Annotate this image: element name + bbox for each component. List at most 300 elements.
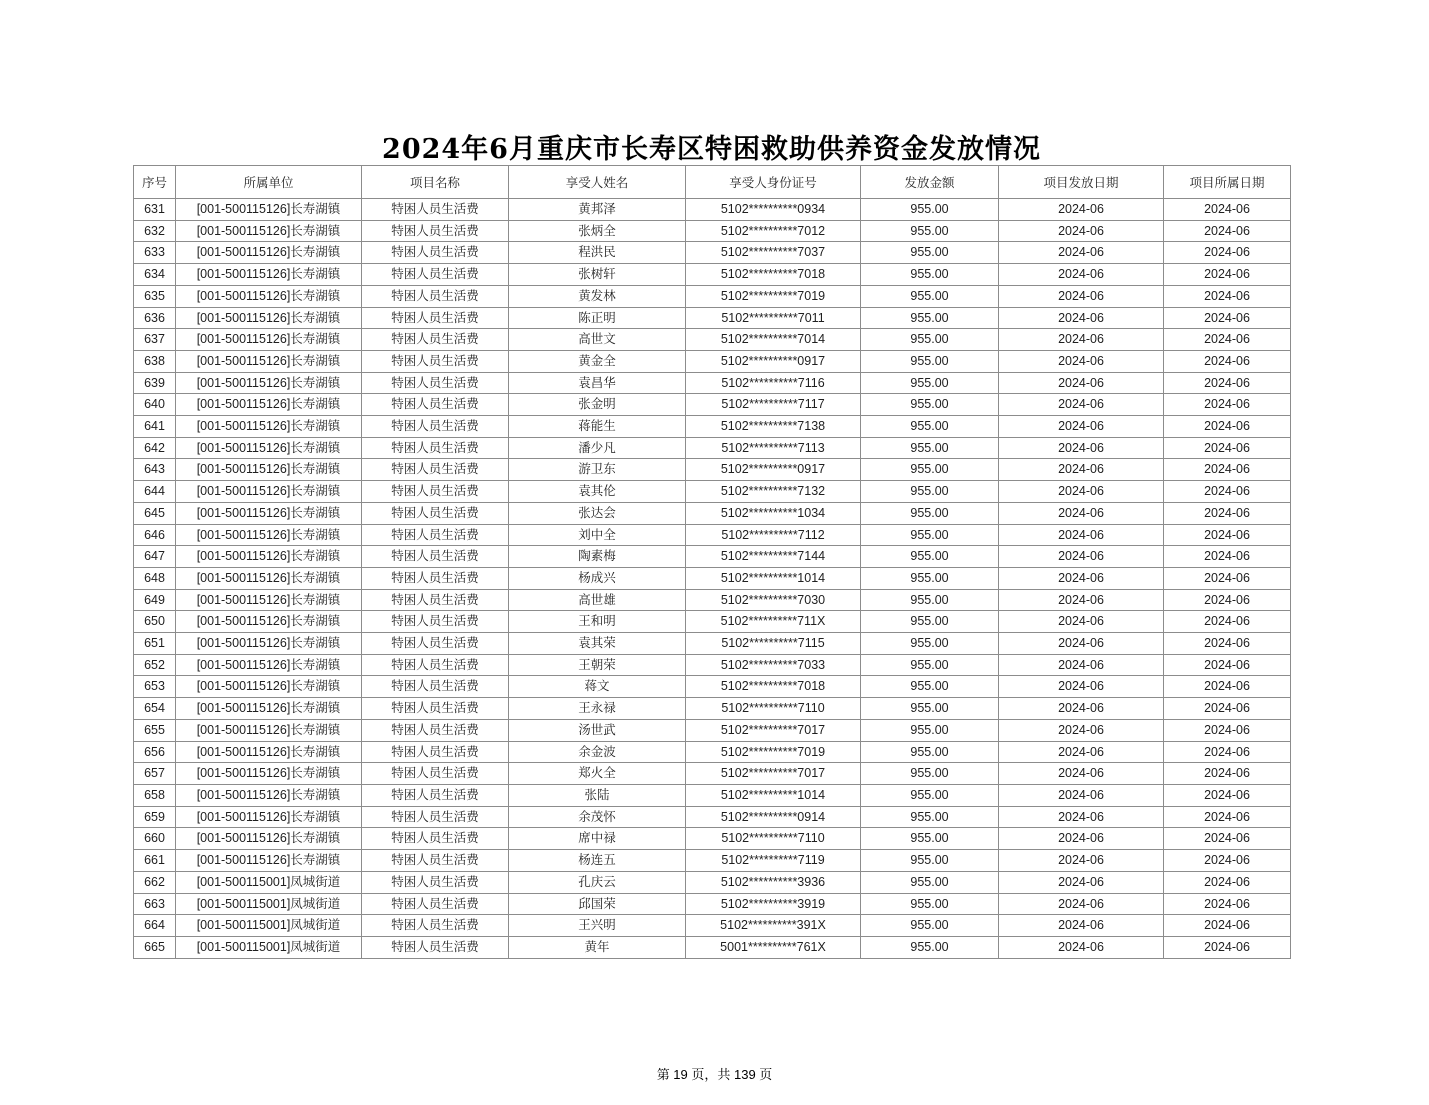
table-cell: 2024-06	[1164, 915, 1291, 937]
table-row	[134, 502, 1291, 524]
table-cell: 5102**********7115	[686, 633, 861, 655]
table-cell: 特困人员生活费	[362, 264, 509, 286]
table-row	[134, 719, 1291, 741]
table-cell: 955.00	[861, 828, 999, 850]
table-cell: 黄年	[509, 936, 686, 958]
table-cell: 2024-06	[1164, 394, 1291, 416]
table-row	[134, 481, 1291, 503]
table-cell: 5102**********7011	[686, 307, 861, 329]
table-cell: 2024-06	[1164, 719, 1291, 741]
table-cell: 653	[134, 676, 176, 698]
table-cell: 657	[134, 763, 176, 785]
table-row	[134, 828, 1291, 850]
table-cell: 特困人员生活费	[362, 524, 509, 546]
table-cell: 特困人员生活费	[362, 915, 509, 937]
table-cell: 631	[134, 199, 176, 221]
table-cell: [001-500115126]长寿湖镇	[176, 199, 362, 221]
table-cell: 2024-06	[1164, 828, 1291, 850]
table-cell: [001-500115126]长寿湖镇	[176, 633, 362, 655]
table-cell: 余茂怀	[509, 806, 686, 828]
table-row	[134, 546, 1291, 568]
table-cell: 654	[134, 698, 176, 720]
table-cell: 2024-06	[999, 416, 1164, 438]
table-cell: 5102**********7119	[686, 850, 861, 872]
table-cell: 2024-06	[1164, 481, 1291, 503]
table-cell: 955.00	[861, 633, 999, 655]
table-cell: 955.00	[861, 350, 999, 372]
table-row	[134, 199, 1291, 221]
table-cell: 高世雄	[509, 589, 686, 611]
table-cell: [001-500115126]长寿湖镇	[176, 437, 362, 459]
table-cell: 2024-06	[999, 285, 1164, 307]
table-cell: 蒋文	[509, 676, 686, 698]
table-cell: 特困人员生活费	[362, 719, 509, 741]
page-footer: 第 19 页，共 139 页	[656, 1067, 773, 1082]
table-cell: 2024-06	[1164, 242, 1291, 264]
table-cell: 2024-06	[999, 741, 1164, 763]
table-cell: 5102**********7116	[686, 372, 861, 394]
table-cell: 665	[134, 936, 176, 958]
table-cell: 664	[134, 915, 176, 937]
table-cell: [001-500115126]长寿湖镇	[176, 416, 362, 438]
table-cell: 955.00	[861, 307, 999, 329]
table-cell: 2024-06	[999, 481, 1164, 503]
table-cell: [001-500115126]长寿湖镇	[176, 719, 362, 741]
table-cell: 5102**********7113	[686, 437, 861, 459]
table-cell: 5102**********7019	[686, 741, 861, 763]
table-cell: 955.00	[861, 936, 999, 958]
table-cell: 659	[134, 806, 176, 828]
table-cell: 5102**********7132	[686, 481, 861, 503]
table-cell: 2024-06	[1164, 676, 1291, 698]
table-row	[134, 806, 1291, 828]
table-cell: 2024-06	[999, 264, 1164, 286]
table-row	[134, 893, 1291, 915]
table-cell: 2024-06	[1164, 633, 1291, 655]
table-row	[134, 633, 1291, 655]
table-cell: [001-500115126]长寿湖镇	[176, 828, 362, 850]
table-row	[134, 524, 1291, 546]
table-cell: 特困人员生活费	[362, 307, 509, 329]
table-cell: 5102**********1014	[686, 784, 861, 806]
table-row	[134, 676, 1291, 698]
table-cell: 5102**********3936	[686, 871, 861, 893]
table-cell: 特困人员生活费	[362, 567, 509, 589]
table-cell: 955.00	[861, 372, 999, 394]
table-cell: 2024-06	[1164, 372, 1291, 394]
table-cell: 5102**********711X	[686, 611, 861, 633]
table-cell: [001-500115001]凤城街道	[176, 936, 362, 958]
table-cell: 5102**********7019	[686, 285, 861, 307]
table-cell: 2024-06	[999, 915, 1164, 937]
table-cell: 孔庆云	[509, 871, 686, 893]
table-cell: 646	[134, 524, 176, 546]
table-cell: [001-500115126]长寿湖镇	[176, 784, 362, 806]
table-row	[134, 329, 1291, 351]
table-cell: 2024-06	[999, 307, 1164, 329]
table-cell: 特困人员生活费	[362, 394, 509, 416]
table-cell: 955.00	[861, 806, 999, 828]
table-cell: [001-500115126]长寿湖镇	[176, 459, 362, 481]
table-cell: 特困人员生活费	[362, 502, 509, 524]
table-cell: 5102**********7110	[686, 828, 861, 850]
table-cell: 5102**********1034	[686, 502, 861, 524]
table-cell: 633	[134, 242, 176, 264]
table-cell: 特困人员生活费	[362, 784, 509, 806]
table-cell: [001-500115001]凤城街道	[176, 893, 362, 915]
table-cell: 王朝荣	[509, 654, 686, 676]
table-cell: 955.00	[861, 220, 999, 242]
table-cell: 955.00	[861, 437, 999, 459]
table-cell: 特困人员生活费	[362, 633, 509, 655]
table-cell: 2024-06	[1164, 589, 1291, 611]
table-cell: 2024-06	[1164, 741, 1291, 763]
table-cell: 特困人员生活费	[362, 698, 509, 720]
table-cell: 955.00	[861, 416, 999, 438]
table-cell: [001-500115126]长寿湖镇	[176, 763, 362, 785]
table-cell: [001-500115126]长寿湖镇	[176, 546, 362, 568]
table-cell: 特困人员生活费	[362, 741, 509, 763]
table-cell: 特困人员生活费	[362, 589, 509, 611]
table-cell: 5102**********391X	[686, 915, 861, 937]
table-cell: 640	[134, 394, 176, 416]
table-cell: 651	[134, 633, 176, 655]
table-cell: 2024-06	[999, 220, 1164, 242]
table-cell: 2024-06	[1164, 611, 1291, 633]
table-cell: 5102**********7112	[686, 524, 861, 546]
table-cell: 5102**********7017	[686, 719, 861, 741]
table-row	[134, 264, 1291, 286]
table-cell: 647	[134, 546, 176, 568]
table-cell: 649	[134, 589, 176, 611]
table-cell: 特困人员生活费	[362, 199, 509, 221]
table-cell: 955.00	[861, 199, 999, 221]
table-cell: 特困人员生活费	[362, 372, 509, 394]
table-cell: 955.00	[861, 611, 999, 633]
table-cell: 5102**********7144	[686, 546, 861, 568]
table-cell: 663	[134, 893, 176, 915]
table-cell: 5102**********7018	[686, 264, 861, 286]
table-cell: 2024-06	[1164, 524, 1291, 546]
table-row	[134, 567, 1291, 589]
table-cell: 644	[134, 481, 176, 503]
table-cell: 2024-06	[999, 806, 1164, 828]
table-row	[134, 784, 1291, 806]
table-cell: 游卫东	[509, 459, 686, 481]
table-cell: 特困人员生活费	[362, 459, 509, 481]
table-row	[134, 350, 1291, 372]
table-cell: 2024-06	[999, 719, 1164, 741]
table-cell: 特困人员生活费	[362, 850, 509, 872]
table-cell: 955.00	[861, 481, 999, 503]
table-cell: 2024-06	[1164, 546, 1291, 568]
table-cell: 2024-06	[999, 871, 1164, 893]
table-row	[134, 307, 1291, 329]
table-row	[134, 437, 1291, 459]
table-cell: [001-500115126]长寿湖镇	[176, 567, 362, 589]
table-cell: 特困人员生活费	[362, 676, 509, 698]
table-cell: 特困人员生活费	[362, 654, 509, 676]
table-cell: 2024-06	[1164, 437, 1291, 459]
table-cell: 955.00	[861, 459, 999, 481]
table-cell: [001-500115126]长寿湖镇	[176, 806, 362, 828]
table-cell: 5102**********0917	[686, 350, 861, 372]
table-cell: [001-500115126]长寿湖镇	[176, 676, 362, 698]
table-cell: 特困人员生活费	[362, 806, 509, 828]
table-cell: 2024-06	[1164, 567, 1291, 589]
table-cell: 648	[134, 567, 176, 589]
table-cell: 641	[134, 416, 176, 438]
table-cell: [001-500115126]长寿湖镇	[176, 329, 362, 351]
table-cell: 5102**********7138	[686, 416, 861, 438]
table-cell: 特困人员生活费	[362, 828, 509, 850]
table-cell: 639	[134, 372, 176, 394]
table-cell: 特困人员生活费	[362, 285, 509, 307]
table-cell: 636	[134, 307, 176, 329]
table-row	[134, 871, 1291, 893]
table-cell: 张达会	[509, 502, 686, 524]
table-cell: 2024-06	[1164, 502, 1291, 524]
table-cell: [001-500115001]凤城街道	[176, 915, 362, 937]
table-cell: 955.00	[861, 741, 999, 763]
table-cell: 955.00	[861, 264, 999, 286]
table-cell: 632	[134, 220, 176, 242]
table-cell: 5102**********1014	[686, 567, 861, 589]
table-cell: 955.00	[861, 893, 999, 915]
table-cell: 2024-06	[1164, 763, 1291, 785]
table-row	[134, 850, 1291, 872]
table-cell: 5102**********3919	[686, 893, 861, 915]
table-cell: 2024-06	[999, 698, 1164, 720]
table-cell: 2024-06	[999, 524, 1164, 546]
table-cell: 955.00	[861, 546, 999, 568]
table-cell: 特困人员生活费	[362, 481, 509, 503]
table-cell: 2024-06	[999, 763, 1164, 785]
table-cell: [001-500115126]长寿湖镇	[176, 394, 362, 416]
table-cell: 955.00	[861, 784, 999, 806]
table-cell: 2024-06	[1164, 416, 1291, 438]
table-body	[134, 199, 1291, 959]
col-header-project-name: 项目名称	[362, 166, 509, 199]
table-cell: 2024-06	[999, 654, 1164, 676]
table-cell: 2024-06	[999, 459, 1164, 481]
table-cell: 638	[134, 350, 176, 372]
table-cell: 2024-06	[999, 372, 1164, 394]
table-cell: [001-500115126]长寿湖镇	[176, 220, 362, 242]
table-cell: 程洪民	[509, 242, 686, 264]
table-cell: 5102**********7110	[686, 698, 861, 720]
table-cell: 2024-06	[1164, 459, 1291, 481]
table-cell: 黄邦泽	[509, 199, 686, 221]
table-cell: 5102**********0917	[686, 459, 861, 481]
table-cell: 特困人员生活费	[362, 350, 509, 372]
table-cell: 955.00	[861, 871, 999, 893]
table-cell: 余金波	[509, 741, 686, 763]
table-cell: 袁其荣	[509, 633, 686, 655]
table-cell: 5102**********7117	[686, 394, 861, 416]
page-title: 2024年6月重庆市长寿区特困救助供养资金发放情况	[382, 134, 1041, 165]
table-cell: 特困人员生活费	[362, 893, 509, 915]
table-cell: 955.00	[861, 719, 999, 741]
table-cell: 2024-06	[1164, 698, 1291, 720]
table-cell: 王和明	[509, 611, 686, 633]
table-cell: [001-500115126]长寿湖镇	[176, 481, 362, 503]
table-cell: 2024-06	[1164, 654, 1291, 676]
table-cell: 955.00	[861, 676, 999, 698]
table-cell: [001-500115126]长寿湖镇	[176, 307, 362, 329]
table-row	[134, 220, 1291, 242]
col-header-serial-number: 序号	[134, 166, 176, 199]
table-cell: [001-500115126]长寿湖镇	[176, 589, 362, 611]
table-row	[134, 741, 1291, 763]
table-cell: 955.00	[861, 850, 999, 872]
table-cell: 2024-06	[1164, 784, 1291, 806]
table-cell: 660	[134, 828, 176, 850]
table-cell: 656	[134, 741, 176, 763]
table-cell: 5102**********0914	[686, 806, 861, 828]
table-cell: 955.00	[861, 285, 999, 307]
table-cell: 2024-06	[999, 437, 1164, 459]
table-row	[134, 242, 1291, 264]
table-cell: 637	[134, 329, 176, 351]
table-cell: 张金明	[509, 394, 686, 416]
table-cell: 5001**********761X	[686, 936, 861, 958]
col-header-affiliated-unit: 所属单位	[176, 166, 362, 199]
table-cell: 5102**********7018	[686, 676, 861, 698]
table-cell: [001-500115126]长寿湖镇	[176, 264, 362, 286]
payment-table	[133, 165, 1291, 959]
table-cell: 955.00	[861, 394, 999, 416]
table-cell: 5102**********0934	[686, 199, 861, 221]
table-cell: 王永禄	[509, 698, 686, 720]
table-cell: 5102**********7017	[686, 763, 861, 785]
table-cell: 黄金全	[509, 350, 686, 372]
table-cell: 袁昌华	[509, 372, 686, 394]
table-cell: 张树轩	[509, 264, 686, 286]
table-cell: [001-500115126]长寿湖镇	[176, 242, 362, 264]
table-cell: 955.00	[861, 589, 999, 611]
table-cell: 汤世武	[509, 719, 686, 741]
table-cell: 2024-06	[999, 350, 1164, 372]
table-cell: [001-500115126]长寿湖镇	[176, 698, 362, 720]
table-cell: [001-500115126]长寿湖镇	[176, 741, 362, 763]
table-cell: 2024-06	[999, 676, 1164, 698]
table-cell: 特困人员生活费	[362, 611, 509, 633]
table-cell: 2024-06	[1164, 936, 1291, 958]
table-cell: 高世文	[509, 329, 686, 351]
table-cell: [001-500115001]凤城街道	[176, 871, 362, 893]
table-cell: 特困人员生活费	[362, 936, 509, 958]
table-cell: 2024-06	[1164, 850, 1291, 872]
table-row	[134, 416, 1291, 438]
table-cell: 2024-06	[1164, 307, 1291, 329]
table-cell: 2024-06	[999, 546, 1164, 568]
table-cell: 658	[134, 784, 176, 806]
table-cell: 2024-06	[999, 589, 1164, 611]
table-cell: 955.00	[861, 654, 999, 676]
table-cell: 特困人员生活费	[362, 763, 509, 785]
table-cell: 955.00	[861, 329, 999, 351]
table-row	[134, 654, 1291, 676]
table-row	[134, 611, 1291, 633]
table-cell: 955.00	[861, 763, 999, 785]
table-cell: 955.00	[861, 698, 999, 720]
table-cell: [001-500115126]长寿湖镇	[176, 285, 362, 307]
table-cell: 袁其伦	[509, 481, 686, 503]
table-cell: 955.00	[861, 242, 999, 264]
table-cell: 2024-06	[999, 611, 1164, 633]
table-cell: 2024-06	[1164, 329, 1291, 351]
table-cell: 特困人员生活费	[362, 242, 509, 264]
table-cell: 2024-06	[999, 850, 1164, 872]
table-cell: 5102**********7030	[686, 589, 861, 611]
col-header-project-period-date: 项目所属日期	[1164, 166, 1291, 199]
table-cell: 655	[134, 719, 176, 741]
table-cell: 635	[134, 285, 176, 307]
table-cell: 645	[134, 502, 176, 524]
table-cell: 张陆	[509, 784, 686, 806]
table-row	[134, 936, 1291, 958]
table-cell: 潘少凡	[509, 437, 686, 459]
table-cell: 杨成兴	[509, 567, 686, 589]
table-row	[134, 285, 1291, 307]
table-row	[134, 915, 1291, 937]
col-header-beneficiary-name: 享受人姓名	[509, 166, 686, 199]
table-cell: 2024-06	[1164, 285, 1291, 307]
table-cell: 634	[134, 264, 176, 286]
table-cell: 特困人员生活费	[362, 871, 509, 893]
table-row	[134, 698, 1291, 720]
table-cell: 2024-06	[999, 567, 1164, 589]
table-cell: [001-500115126]长寿湖镇	[176, 502, 362, 524]
table-cell: 955.00	[861, 524, 999, 546]
table-cell: 2024-06	[999, 394, 1164, 416]
table-row	[134, 589, 1291, 611]
table-cell: 5102**********7012	[686, 220, 861, 242]
table-cell: 5102**********7033	[686, 654, 861, 676]
table-cell: 2024-06	[1164, 264, 1291, 286]
table-cell: 杨连五	[509, 850, 686, 872]
table-cell: 955.00	[861, 502, 999, 524]
table-cell: 955.00	[861, 915, 999, 937]
table-cell: 2024-06	[999, 633, 1164, 655]
table-cell: 特困人员生活费	[362, 416, 509, 438]
table-cell: 661	[134, 850, 176, 872]
table-cell: 席中禄	[509, 828, 686, 850]
table-cell: 特困人员生活费	[362, 437, 509, 459]
table-cell: 郑火全	[509, 763, 686, 785]
table-cell: [001-500115126]长寿湖镇	[176, 850, 362, 872]
table-cell: 650	[134, 611, 176, 633]
table-cell: 2024-06	[999, 502, 1164, 524]
table-cell: 2024-06	[999, 242, 1164, 264]
table-row	[134, 763, 1291, 785]
table-row	[134, 394, 1291, 416]
col-header-beneficiary-id-number: 享受人身份证号	[686, 166, 861, 199]
table-header-row	[134, 166, 1291, 199]
table-cell: 2024-06	[1164, 806, 1291, 828]
table-cell: 陶素梅	[509, 546, 686, 568]
table-cell: 643	[134, 459, 176, 481]
table-cell: 陈正明	[509, 307, 686, 329]
table-cell: 2024-06	[999, 936, 1164, 958]
col-header-project-payment-date: 项目发放日期	[999, 166, 1164, 199]
table-cell: [001-500115126]长寿湖镇	[176, 611, 362, 633]
table-cell: 特困人员生活费	[362, 329, 509, 351]
table-cell: [001-500115126]长寿湖镇	[176, 524, 362, 546]
table-cell: 黄发林	[509, 285, 686, 307]
table-cell: 2024-06	[1164, 199, 1291, 221]
